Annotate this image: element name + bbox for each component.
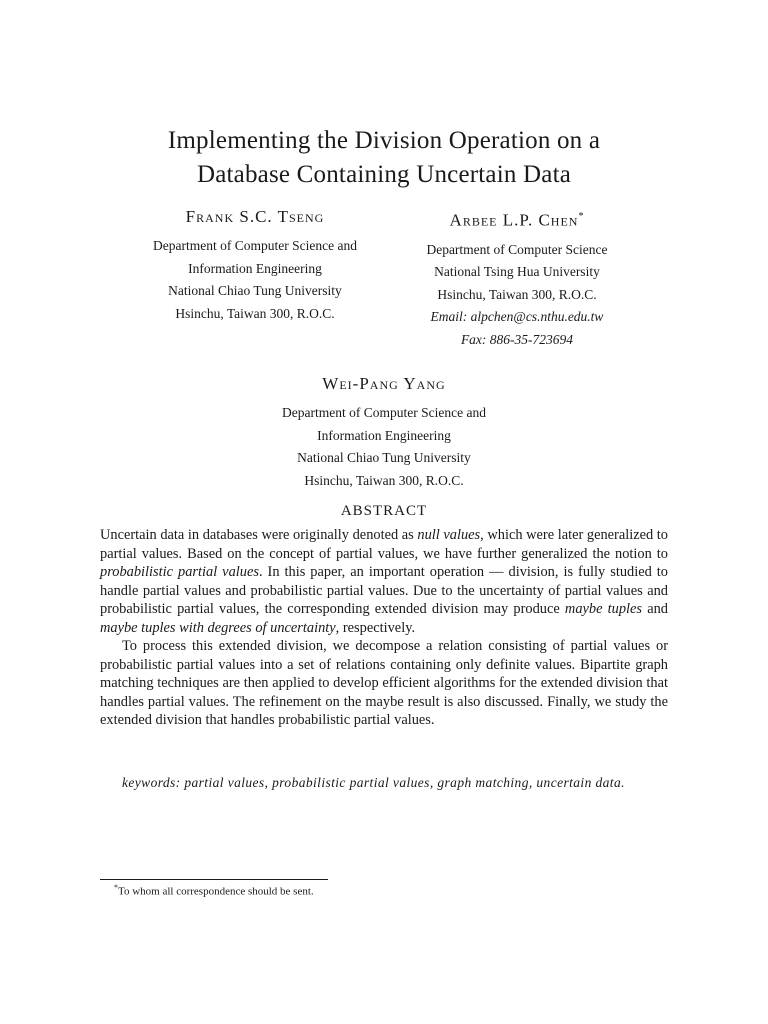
author-affiliation-line: National Chiao Tung University xyxy=(297,450,471,465)
abstract-paragraph-2: To process this extended division, we decompose a relation consisting of partial values or probabilistic partial values into a set of relations containing only definite values. Bipartite graph matching techniques are then applied to develop efficient algorithms for the extended division that handles partial values. The refinement on the maybe result is also discussed. Finally, we study the extended division that handles probabilistic partial values. xyxy=(100,638,668,728)
abstract-emphasis: probabilistic partial values xyxy=(100,564,259,580)
abstract-body xyxy=(100,526,668,730)
author-name xyxy=(392,205,642,233)
author-affiliation-line: Hsinchu, Taiwan 300, R.O.C. xyxy=(304,472,464,488)
author-affiliation-line: Department of Computer Science and xyxy=(153,238,357,253)
author-affiliation-line: Information Engineering xyxy=(317,427,451,443)
footnote-divider xyxy=(100,879,328,880)
keywords-line: keywords: partial values, probabilistic partial values, graph matching, uncertain data. xyxy=(122,775,625,790)
author-block-chen xyxy=(392,205,642,351)
title-line-1: Implementing the Division Operation on a xyxy=(167,127,601,154)
abstract-text: . In this paper, an important operation — division, is fully studied to handle partial values and probabilistic partial values. Due to the uncertainty of partial values and probabilistic partial values, the corresponding extended division may produce xyxy=(100,564,668,617)
author-affiliation-line: Information Engineering xyxy=(188,260,322,276)
title-line-2: Database Containing Uncertain Data xyxy=(196,161,572,188)
footnote xyxy=(114,883,314,898)
author-block-yang xyxy=(234,372,534,492)
footnote-mark: * xyxy=(578,211,585,222)
author-block-tseng xyxy=(120,205,390,325)
author-affiliation-line: Hsinchu, Taiwan 300, R.O.C. xyxy=(437,286,597,302)
author-name: Wei-Pang Yang xyxy=(322,374,446,393)
author-affiliation-line: Department of Computer Science and xyxy=(282,405,486,420)
abstract-text: , which were later generalized to partial values. Based on the concept of partial values, we have further generalized the notion to xyxy=(100,527,669,562)
footnote-mark: * xyxy=(114,883,118,892)
abstract-emphasis: maybe tuples xyxy=(564,601,643,617)
author-affiliation-line: Department of Computer Science xyxy=(426,241,608,257)
abstract-emphasis: maybe tuples with degrees of uncertainty xyxy=(100,619,336,636)
abstract-text: Uncertain data in databases were originally denoted as xyxy=(100,527,418,543)
abstract-paragraph-1 xyxy=(100,526,668,637)
paper-title xyxy=(0,124,768,192)
author-name-text: Arbee L.P. Chen xyxy=(449,210,579,230)
footnote-text: To whom all correspondence should be sent. xyxy=(118,885,314,898)
author-fax: Fax: 886-35-723694 xyxy=(460,331,574,347)
abstract-text: and xyxy=(642,601,668,617)
author-name: Frank S.C. Tseng xyxy=(185,207,325,226)
author-affiliation-line: National Tsing Hua University xyxy=(434,264,600,280)
author-email: Email: alpchen@cs.nthu.edu.tw xyxy=(430,309,604,325)
abstract-heading: ABSTRACT xyxy=(340,503,428,519)
author-affiliation-line: Hsinchu, Taiwan 300, R.O.C. xyxy=(175,305,335,321)
abstract-text: , respectively. xyxy=(335,619,416,636)
abstract-emphasis: null values xyxy=(417,527,481,543)
author-affiliation-line: National Chiao Tung University xyxy=(168,283,342,298)
